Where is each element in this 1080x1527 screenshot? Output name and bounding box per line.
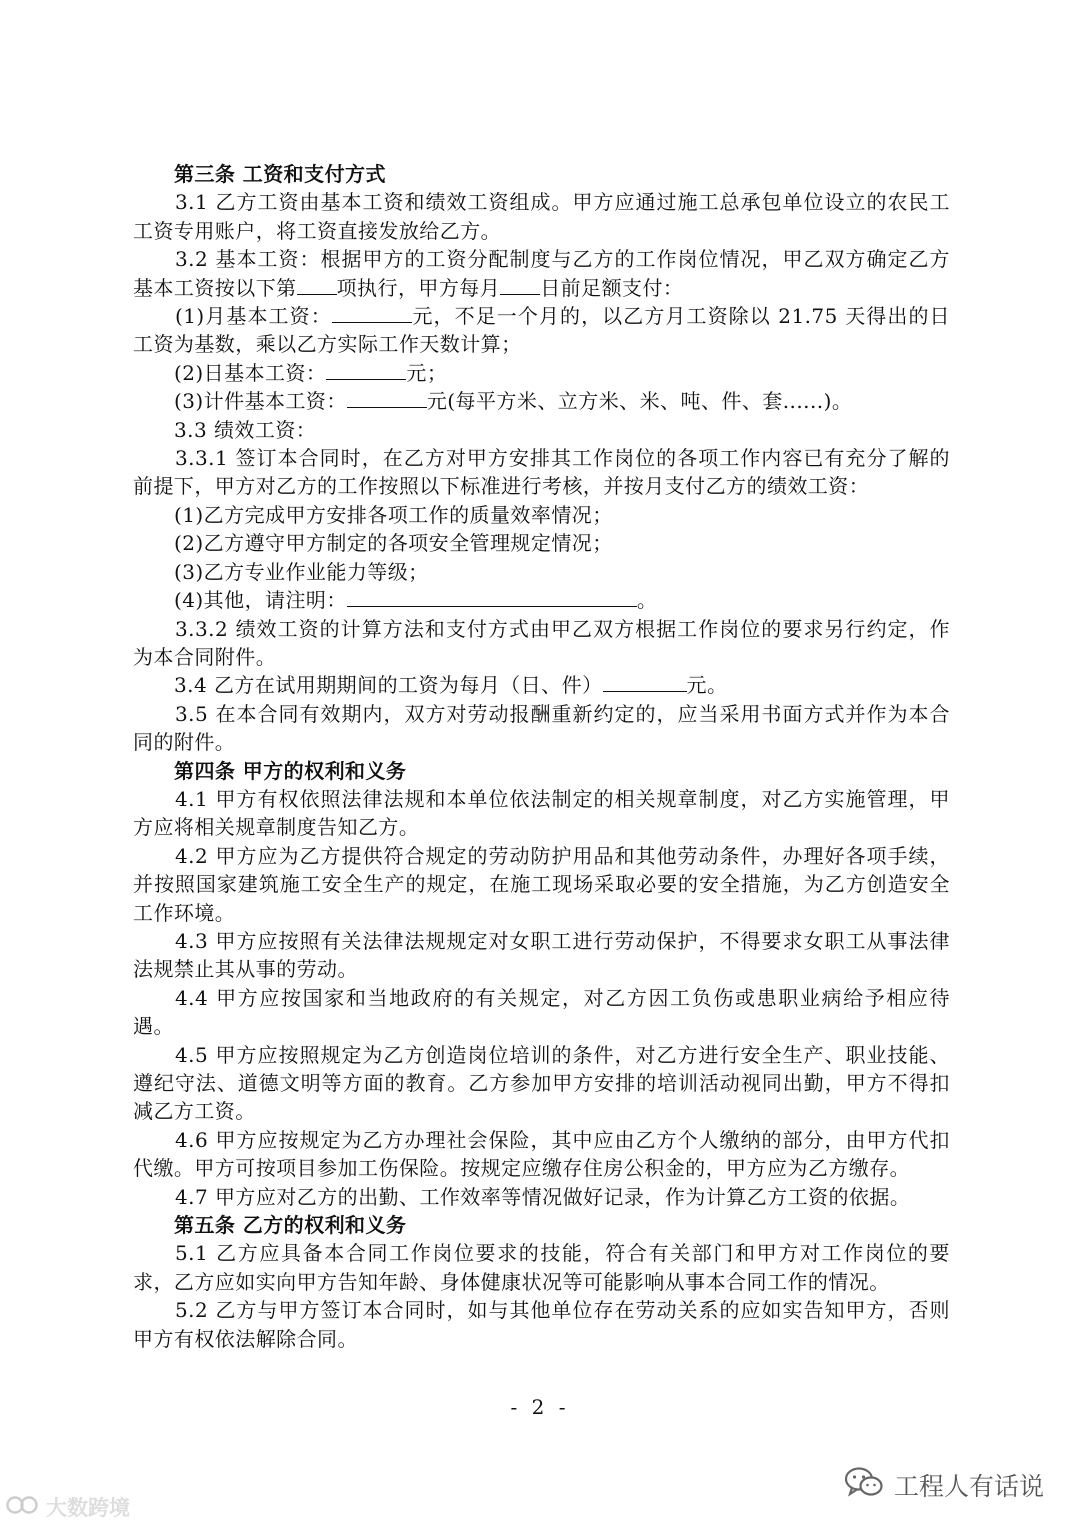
fill-in-blank[interactable] [500, 274, 540, 295]
article-heading: 第四条 甲方的权利和义务 [174, 758, 407, 783]
clause-paragraph: 4.5 甲方应按照规定为乙方创造岗位培训的条件，对乙方进行安全生产、职业技能、遵纪守法、道德文明等方面的教育。乙方参加甲方安排的培训活动视同出勤，甲方不得扣减乙方工资。 [133, 1042, 950, 1124]
clause-paragraph [133, 387, 950, 415]
clause-paragraph: 3.1 乙方工资由基本工资和绩效工资组成。甲方应通过施工总承包单位设立的农民工工资专用账户，将工资直接发放给乙方。 [133, 190, 950, 243]
clause-paragraph [133, 586, 950, 614]
clause-text: 项执行，甲方每月 [336, 275, 501, 300]
wechat-watermark [844, 1465, 1044, 1505]
clause-text: 日前足额支付： [540, 275, 684, 300]
clause-paragraph [133, 302, 950, 359]
clause-paragraph: (3)乙方专业作业能力等级； [174, 559, 429, 584]
clause-paragraph [133, 245, 950, 302]
clause-paragraph: 3.3.1 签订本合同时，在乙方对甲方安排其工作岗位的各项工作内容已有充分了解的前提下，甲方对乙方的工作按照以下标准进行考核，并按月支付乙方的绩效工资： [133, 446, 950, 499]
corner-watermark [6, 1492, 130, 1522]
clause-text: 元(每平方米、立方米、米、吨、件、套......)。 [426, 389, 853, 414]
clause-paragraph: 4.2 甲方应为乙方提供符合规定的劳动防护用品和其他劳动条件，办理好各项手续，并按照国家建筑施工安全生产的规定，在施工现场采取必要的安全措施，为乙方创造安全工作环境。 [133, 843, 950, 925]
fill-in-blank[interactable] [297, 274, 337, 295]
clause-text: (2)日基本工资： [174, 360, 327, 385]
watermark-logo-icon [6, 1493, 40, 1522]
clause-paragraph: 4.7 甲方应对乙方的出勤、工作效率等情况做好记录，作为计算乙方工资的依据。 [175, 1184, 911, 1209]
clause-paragraph: 4.6 甲方应按规定为乙方办理社会保险，其中应由乙方个人缴纳的部分，由甲方代扣代缴。甲方可按项目参加工伤保险。按规定应缴存住房公积金的，甲方应为乙方缴存。 [133, 1127, 950, 1181]
fill-in-blank[interactable] [332, 302, 412, 323]
page-number: - 2 - [510, 1395, 570, 1419]
clause-paragraph: 3.3 绩效工资： [174, 417, 317, 442]
corner-watermark-text: 大数跨境 [46, 1496, 130, 1520]
clause-paragraph: 3.3.2 绩效工资的计算方法和支付方式由甲乙双方根据工作岗位的要求另行约定，作为本合同附件。 [133, 616, 950, 669]
clause-paragraph: 5.2 乙方与甲方签订本合同时，如与其他单位存在劳动关系的应如实告知甲方，否则甲方有权依法解除合同。 [133, 1298, 950, 1351]
wechat-icon [844, 1465, 884, 1505]
clause-paragraph: 3.5 在本合同有效期内，双方对劳动报酬重新约定的，应当采用书面方式并作为本合同的附件。 [133, 701, 950, 755]
fill-in-blank[interactable] [603, 671, 687, 692]
fill-in-blank[interactable] [326, 359, 406, 380]
clause-text: 。 [636, 588, 658, 613]
wechat-watermark-text: 工程人有话说 [893, 1472, 1044, 1501]
fill-in-blank[interactable] [347, 387, 427, 408]
article-heading: 第三条 工资和支付方式 [174, 162, 386, 186]
clause-paragraph: 4.1 甲方有权依照法律法规和本单位依法制定的相关规章制度，对乙方实施管理，甲方应将相关规章制度告知乙方。 [133, 786, 950, 840]
clause-paragraph: (1)乙方完成甲方安排各项工作的质量效率情况； [174, 502, 613, 527]
clause-text: (1)月基本工资： [175, 304, 332, 329]
clause-text: (3)计件基本工资： [174, 389, 347, 414]
clause-text: 3.2 基本工资：根据甲方的工资分配制度与乙方的工作岗位情况，甲乙双方确定乙方基本工资按以下第 [133, 247, 950, 300]
fill-in-blank[interactable] [347, 586, 637, 607]
clause-text: 元； [406, 360, 448, 385]
clause-paragraph: (2)乙方遵守甲方制定的各项安全管理规定情况； [174, 531, 613, 556]
clause-paragraph [133, 671, 950, 699]
clause-paragraph: 4.4 甲方应按国家和当地政府的有关规定，对乙方因工负伤或患职业病给予相应待遇。 [133, 985, 950, 1039]
clause-paragraph: 5.1 乙方应具备本合同工作岗位要求的技能，符合有关部门和甲方对工作岗位的要求，乙方应如实向甲方告知年龄、身体健康状况等可能影响从事本合同工作的情况。 [133, 1241, 950, 1294]
contract-body [133, 160, 950, 1353]
clause-paragraph [133, 359, 950, 387]
clause-text: 元，不足一个月的，以乙方月工资除以 21.75 天得出的日工资为基数，乘以乙方实际工作天数计算； [133, 304, 950, 357]
clause-text: 元。 [686, 673, 728, 698]
clause-text: (4)其他，请注明： [174, 588, 347, 613]
clause-paragraph: 4.3 甲方应按照有关法律法规规定对女职工进行劳动保护，不得要求女职工从事法律法规禁止其从事的劳动。 [133, 928, 950, 982]
clause-text: 3.4 乙方在试用期期间的工资为每月（日、件） [174, 673, 603, 698]
article-heading: 第五条 乙方的权利和义务 [174, 1213, 407, 1238]
